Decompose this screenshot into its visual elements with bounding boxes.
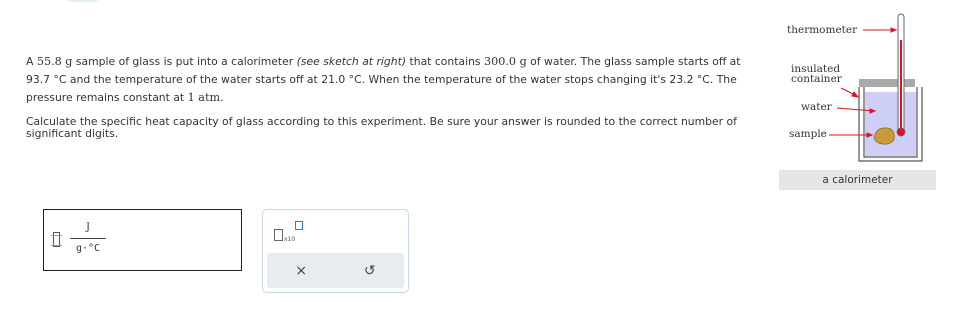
water-start-temp: 21.0 °C <box>321 73 362 86</box>
problem-paragraph <box>26 53 786 107</box>
text: . The <box>709 73 737 86</box>
undo-button[interactable] <box>336 253 405 288</box>
exponent-box <box>295 221 303 230</box>
text: . <box>220 91 224 104</box>
text: of water. The glass sample starts off at <box>526 55 741 68</box>
base-box <box>274 229 283 241</box>
text: A <box>26 55 37 68</box>
container-label: container <box>791 73 842 85</box>
text: and the temperature of the water starts off at <box>66 73 322 86</box>
water-label: water <box>801 101 832 113</box>
x10-label: x10 <box>284 236 296 243</box>
unit-fraction <box>66 222 110 254</box>
text: pressure remains constant at <box>26 91 188 104</box>
clear-button[interactable] <box>267 253 336 288</box>
sample-label: sample <box>789 128 827 140</box>
text: . When the temperature of the water stops changing it's <box>361 73 670 86</box>
tool-panel <box>262 209 409 293</box>
text: that contains <box>406 55 484 68</box>
fraction-bar <box>70 238 106 239</box>
glass-mass: 55.8 g <box>36 55 73 68</box>
container-lid <box>859 79 915 87</box>
container-arrowhead <box>852 92 858 97</box>
unit-denominator: g·°C <box>75 243 101 254</box>
thermometer-bulb <box>897 128 905 136</box>
pressure-value: 1 atm <box>187 91 221 104</box>
water-mass: 300.0 g <box>484 55 527 68</box>
close-icon: × <box>295 262 308 279</box>
calorimeter-diagram <box>779 10 937 182</box>
see-sketch-note: (see sketch at right) <box>296 55 407 68</box>
question-text: Calculate the specific heat capacity of glass according to this experiment. Be sure your answer is rounded to the correct number of significant digits. <box>26 115 737 140</box>
final-temp: 23.2 °C <box>669 73 710 86</box>
undo-icon: ↺ <box>363 262 376 279</box>
answer-input[interactable] <box>53 232 60 247</box>
tool-row <box>267 253 404 288</box>
unit-numerator: J <box>85 222 90 233</box>
answer-box <box>43 209 242 271</box>
problem-text <box>26 53 786 140</box>
scientific-notation-button[interactable] <box>274 221 304 243</box>
glass-start-temp: 93.7 °C <box>26 73 67 86</box>
insulated-label: insulated <box>791 63 841 75</box>
water-fill <box>865 92 916 156</box>
diagram-caption: a calorimeter <box>779 170 936 190</box>
thermometer-arrowhead <box>891 28 896 32</box>
top-tab[interactable] <box>66 0 100 2</box>
text: sample of glass is put into a calorimeter <box>72 55 297 68</box>
thermometer-label: thermometer <box>787 24 858 36</box>
